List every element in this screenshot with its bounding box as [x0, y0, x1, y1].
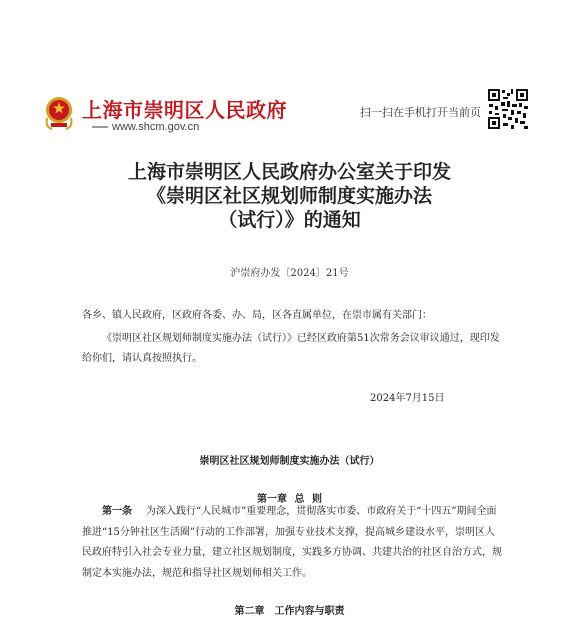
- chapter-1-heading: 第一章 总 则: [257, 494, 322, 505]
- issue-date: 2024年7月15日: [370, 393, 445, 404]
- title-line-3: （试行）》的通知: [218, 209, 361, 231]
- attachment-title: 崇明区社区规划师制度实施办法（试行）: [199, 456, 380, 467]
- notice-paragraph: 《崇明区社区规划师制度实施办法（试行）》已经区政府第51次常务会议审议通过，现印发给你们，请认真按照执行。: [82, 333, 500, 364]
- article-1-label: 第一条: [102, 506, 132, 517]
- site-url[interactable]: [112, 121, 199, 133]
- chapter-2-heading: 第二章 工作内容与职责: [234, 606, 345, 617]
- article-1-text: 为深入践行“人民城市”重要理念，贯彻落实市委、市政府关于“十四五”期间全面推进“15分钟社区生活圈”行动的工作部署，加强专业技术支撑，提高城乡建设水平，崇明区人民政府特引入社会专业力量，建立社区规划制度，实践多方协调、共建共治的社区自治方式，规制定本实施办法，规范和指导社区规划师相关工作。: [82, 506, 502, 579]
- document-number: 沪崇府办发〔2024〕21号: [230, 268, 349, 279]
- site-url-text: www.shcm.gov.cn: [112, 121, 200, 133]
- site-name[interactable]: 上海市崇明区人民政府: [82, 98, 287, 122]
- national-emblem-icon: [42, 94, 76, 132]
- article-1: [82, 502, 502, 584]
- scan-hint-text: 扫一扫在手机打开当前页: [360, 106, 481, 119]
- salutation: 各乡、镇人民政府，区政府各委、办、局，区各直属单位，在崇市属有关部门：: [82, 310, 432, 321]
- title-line-1: 上海市崇明区人民政府办公室关于印发: [127, 161, 451, 183]
- document-title: [0, 160, 579, 232]
- title-line-2: 《崇明区社区规划师制度实施办法: [146, 185, 432, 207]
- page-header: [0, 0, 579, 140]
- qr-code-icon[interactable]: [487, 88, 529, 130]
- url-arrow-line: [92, 126, 108, 128]
